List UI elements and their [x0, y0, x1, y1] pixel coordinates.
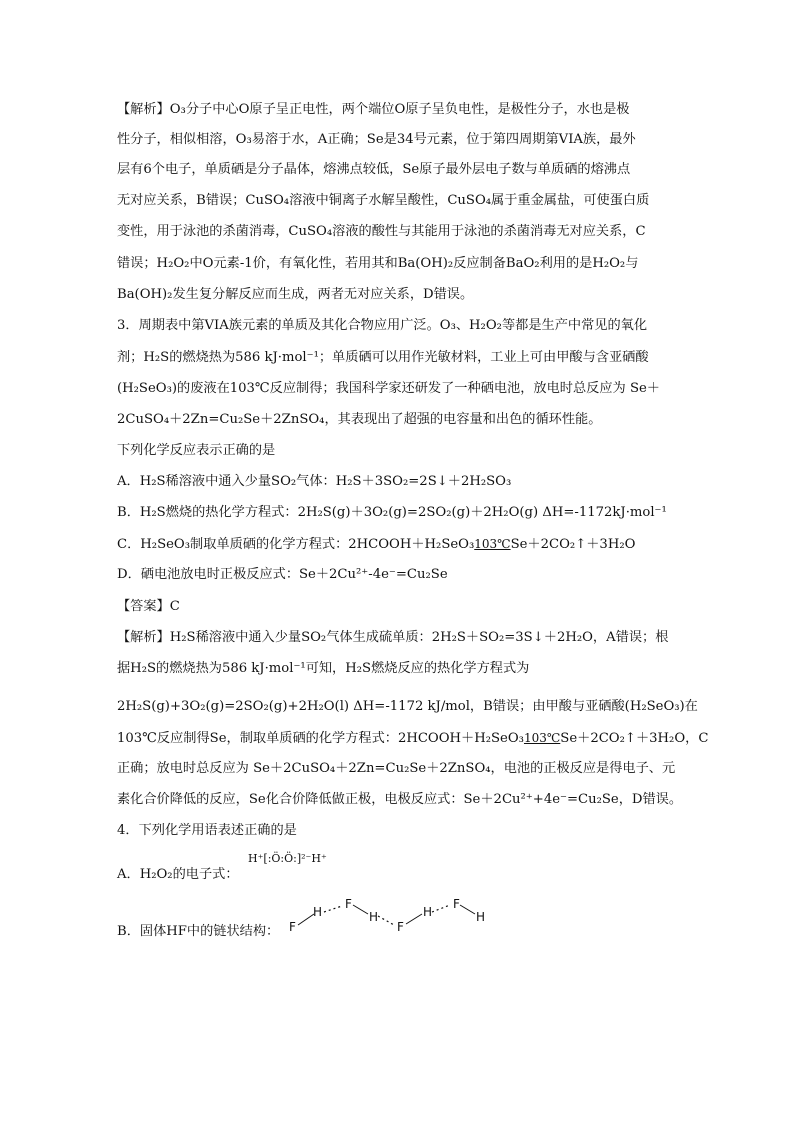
q3-stem-1: 3．周期表中第VIA族元素的单质及其化合物应用广泛。O₃、H₂O₂等都是生产中常见的氧化 [117, 318, 648, 333]
q4-option-a: A．H₂O₂的电子式： [117, 867, 239, 882]
q3-answer: 【答案】C [117, 599, 180, 614]
hf-atom: F [289, 920, 296, 934]
q3-analysis-3: 2H₂S(g)+3O₂(g)=2SO₂(g)+2H₂O(l) ΔH=-1172 kJ/mol，B错误；由甲酸与亚硒酸(H₂SeO₃)在 [117, 699, 698, 714]
h2o2-electron-formula: H⁺[:Ö:Ö:]²⁻H⁺ [248, 852, 327, 865]
q3-analysis-6: 素化合价降低的反应，Se化合价降低做正极，电极反应式：Se＋2Cu²⁺+4e⁻=Cu₂Se，D错误。 [117, 792, 683, 807]
hf-atom: H [313, 905, 323, 919]
hf-atom: H [476, 910, 486, 924]
hf-atom: F [453, 897, 460, 911]
analysis-line-7: Ba(OH)₂发生复分解反应而生成，两者无对应关系，D错误。 [117, 287, 474, 302]
hf-atom: H [369, 910, 379, 924]
analysis-line-1: 【解析】O₃分子中心O原子呈正电性，两个端位O原子呈负电性，是极性分子，水也是极 [117, 102, 630, 117]
analysis-line-4: 无对应关系，B错误；CuSO₄溶液中铜离子水解呈酸性，CuSO₄属于重金属盐，可使蛋白质 [117, 193, 650, 208]
q3-analysis-1: 【解析】H₂S稀溶液中通入少量SO₂气体生成硫单质：2H₂S＋SO₂=3S↓＋2H₂O，A错误；根 [117, 630, 669, 645]
reaction-condition: 103℃ [474, 537, 511, 551]
q3-stem-2: 剂；H₂S的燃烧热为586 kJ·mol⁻¹；单质硒可以用作光敏材料，工业上可由甲酸与含亚硒酸 [117, 350, 649, 365]
q3-analysis-4: 103℃反应制得Se，制取单质硒的化学方程式：2HCOOH＋H₂SeO₃103℃Se＋2CO₂↑＋3H₂O，C [117, 728, 708, 749]
q3-option-c: C．H₂SeO₃制取单质硒的化学方程式：2HCOOH＋H₂SeO₃103℃Se＋2CO₂↑＋3H₂O [117, 534, 635, 555]
q3-stem-3: (H₂SeO₃)的废液在103℃反应制得；我国科学家还研发了一种硒电池，放电时总反应为 Se＋ [117, 381, 660, 396]
hf-atom: F [345, 897, 352, 911]
hf-atom: F [397, 920, 404, 934]
q4-stem: 4．下列化学用语表述正确的是 [117, 823, 297, 838]
q4-option-b: B．固体HF中的链状结构： [117, 924, 280, 939]
analysis-line-2: 性分子，相似相溶，O₃易溶于水，A正确；Se是34号元素，位于第四周期第VIA族，最外 [117, 132, 636, 147]
q3-analysis-2: 据H₂S的燃烧热为586 kJ·mol⁻¹可知，H₂S燃烧反应的热化学方程式为 [117, 661, 530, 676]
q3-option-a: A．H₂S稀溶液中通入少量SO₂气体：H₂S＋3SO₂=2S↓＋2H₂SO₃ [117, 474, 512, 489]
analysis-line-6: 错误；H₂O₂中O元素-1价，有氧化性，若用其和Ba(OH)₂反应制备BaO₂利用的是H₂O₂与 [117, 256, 639, 271]
analysis-line-3: 层有6个电子，单质硒是分子晶体，熔沸点较低，Se原子最外层电子数与单质硒的熔沸点 [117, 162, 631, 177]
q3-stem-4: 2CuSO₄＋2Zn=Cu₂Se＋2ZnSO₄，其表现出了超强的电容量和出色的循环性能。 [117, 412, 602, 427]
analysis-reaction-condition: 103℃ [523, 731, 561, 745]
hf-atom: H [423, 905, 433, 919]
q3-analysis-5: 正确；放电时总反应为 Se＋2CuSO₄＋2Zn=Cu₂Se＋2ZnSO₄，电池的正极反应是得电子、元 [117, 761, 676, 776]
analysis-line-5: 变性，用于泳池的杀菌消毒，CuSO₄溶液的酸性与其能用于泳池的杀菌消毒无对应关系，C [117, 224, 646, 239]
q3-option-b: B．H₂S燃烧的热化学方程式：2H₂S(g)＋3O₂(g)=2SO₂(g)＋2H₂O(g) ΔH=-1172kJ·mol⁻¹ [117, 505, 667, 520]
q3-prompt: 下列化学反应表示正确的是 [117, 443, 276, 458]
q3-option-d: D．硒电池放电时正极反应式：Se＋2Cu²⁺-4e⁻=Cu₂Se [117, 567, 448, 582]
